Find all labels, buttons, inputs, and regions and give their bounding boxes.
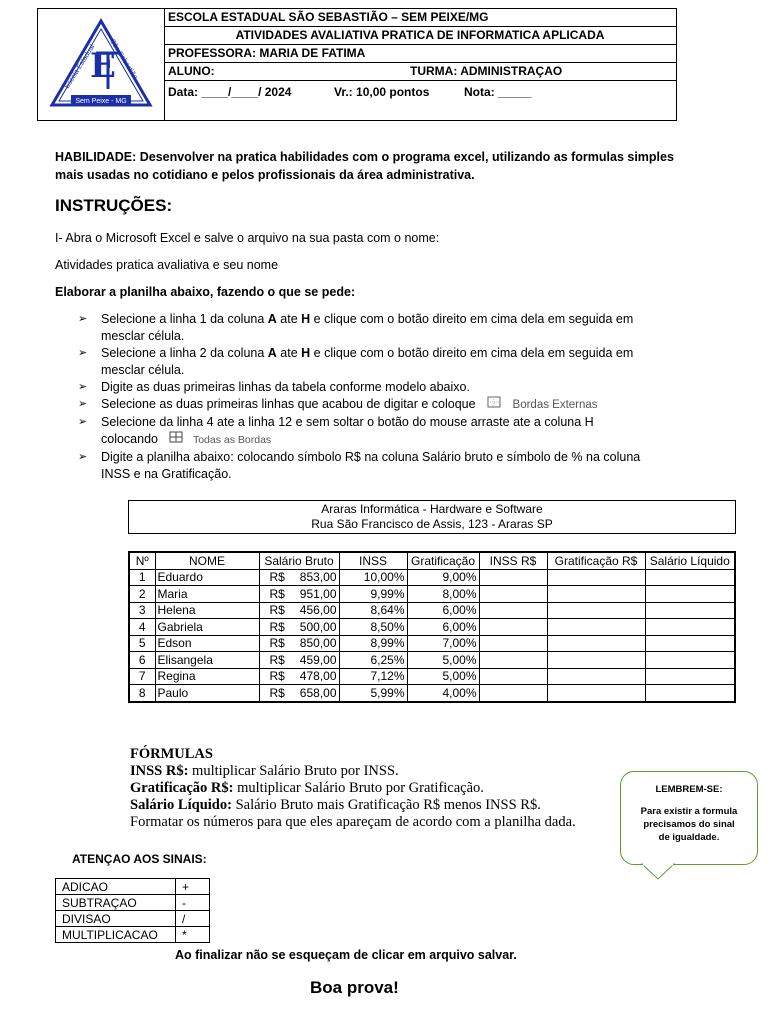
operation-symbol: -	[176, 895, 210, 911]
skill-line-1: HABILIDADE: Desenvolver na pratica habilidades com o programa excel, utilizando as formulas simples	[55, 150, 674, 164]
list-item: ➢ Selecione as duas primeiras linhas que acabou de digitar e coloque Bordas Externas	[78, 396, 678, 414]
list-item: ➢ Digite a planilha abaixo: colocando símbolo R$ na coluna Salário bruto e símbolo de % na coluna INSS e na Gratificação.	[78, 450, 641, 481]
salary-value	[262, 669, 337, 683]
all-borders-label: Todas as Bordas	[192, 434, 272, 446]
table-cell	[645, 602, 735, 619]
value-label: Vr.: 10,00 pontos	[334, 85, 430, 99]
table-cell	[547, 668, 645, 685]
table-cell: Helena	[155, 602, 259, 619]
table-cell: 6	[129, 652, 155, 669]
sign-row	[56, 911, 210, 927]
table-cell	[259, 586, 339, 603]
table-cell: 8,99%	[339, 635, 407, 652]
table-row	[129, 635, 735, 652]
salary-value	[262, 636, 337, 650]
table-cell: Edson	[155, 635, 259, 652]
table-cell	[259, 652, 339, 669]
formulas-title: FÓRMULAS	[130, 746, 213, 762]
table-cell: 10,00%	[339, 569, 407, 586]
operation-name: SUBTRAÇAO	[56, 895, 176, 911]
date-label: Data: ____/____/ 2024	[168, 85, 292, 99]
table-cell: 1	[129, 569, 155, 586]
table-cell: 9,99%	[339, 586, 407, 603]
grade-label: Nota: _____	[464, 85, 532, 99]
column-header: INSS R$	[479, 552, 547, 569]
list-item: ➢ Selecione da linha 4 ate a linha 12 e sem soltar o botão do mouse arraste ate a coluna H colocando Todas as Bordas	[78, 414, 678, 449]
table-cell	[259, 569, 339, 586]
table-cell: 8,50%	[339, 619, 407, 636]
sign-row	[56, 879, 210, 895]
list-item: ➢ Digite as duas primeiras linhas da tabela conforme modelo abaixo.	[78, 380, 470, 394]
sheet-title-box	[128, 500, 736, 534]
formula-net: Salário Líquido: Salário Bruto mais Gratificação R$ menos INSS R$.	[130, 797, 541, 813]
svg-text:São Sebastião: São Sebastião	[108, 38, 139, 81]
table-cell: 4,00%	[407, 685, 479, 702]
header-box	[37, 8, 677, 121]
operation-symbol: *	[176, 927, 210, 943]
salary-amount: 478,00	[299, 669, 337, 684]
table-cell: Regina	[155, 668, 259, 685]
currency-symbol: R$	[269, 685, 285, 700]
table-cell	[547, 652, 645, 669]
currency-symbol: R$	[269, 652, 285, 667]
table-cell: Elisangela	[155, 652, 259, 669]
salary-amount: 459,00	[299, 652, 337, 667]
svg-text:E: E	[90, 46, 116, 86]
school-logo-icon	[38, 9, 164, 120]
table-cell: 5,99%	[339, 685, 407, 702]
reminder-bubble	[620, 771, 758, 865]
formulas-block	[130, 746, 576, 831]
save-reminder: Ao finalizar não se esqueçam de clicar em arquivo salvar.	[175, 948, 517, 962]
table-cell	[547, 635, 645, 652]
school-logo	[38, 9, 165, 120]
currency-symbol: R$	[269, 619, 285, 634]
table-cell	[479, 586, 547, 603]
salary-value	[262, 653, 337, 667]
currency-symbol: R$	[269, 570, 285, 585]
table-cell	[479, 569, 547, 586]
table-row	[129, 652, 735, 669]
salary-amount: 850,00	[299, 636, 337, 651]
date-row	[164, 81, 676, 103]
currency-symbol: R$	[269, 603, 285, 618]
outer-borders-icon	[487, 396, 501, 413]
table-cell	[479, 619, 547, 636]
class-label: TURMA: ADMINISTRAÇAO	[410, 64, 563, 78]
list-item: ➢ Selecione a linha 1 da coluna A ate H e clique com o botão direito em cima dela em seguida em mesclar célula.	[78, 312, 634, 343]
student-row	[164, 63, 676, 81]
table-cell: Eduardo	[155, 569, 259, 586]
salary-amount: 500,00	[299, 619, 337, 634]
table-cell: 3	[129, 602, 155, 619]
column-header: Gratificação R$	[547, 552, 645, 569]
column-header: NOME	[155, 552, 259, 569]
salary-amount: 951,00	[299, 586, 337, 601]
instruction-list	[78, 311, 678, 483]
svg-text:Sem Peixe - MG: Sem Peixe - MG	[75, 98, 127, 105]
table-cell	[645, 619, 735, 636]
table-cell	[547, 586, 645, 603]
table-cell: Paulo	[155, 685, 259, 702]
table-cell: 7,00%	[407, 635, 479, 652]
column-header: Gratificação	[407, 552, 479, 569]
table-cell: 7,12%	[339, 668, 407, 685]
table-cell: Gabriela	[155, 619, 259, 636]
table-cell	[479, 635, 547, 652]
table-row	[129, 586, 735, 603]
arrow-bullet-icon: ➢	[78, 347, 88, 359]
table-cell	[645, 685, 735, 702]
table-row	[129, 619, 735, 636]
column-header: INSS	[339, 552, 407, 569]
step-1: I- Abra o Microsoft Excel e salve o arquivo na sua pasta com o nome:	[55, 231, 440, 245]
signs-title: ATENÇAO AOS SINAIS:	[72, 852, 207, 866]
salary-value	[262, 603, 337, 617]
operation-name: DIVISAO	[56, 911, 176, 927]
student-label: ALUNO:	[168, 64, 215, 78]
table-cell	[479, 668, 547, 685]
table-cell	[479, 602, 547, 619]
table-row	[129, 602, 735, 619]
table-cell	[479, 685, 547, 702]
salary-value	[262, 587, 337, 601]
operation-symbol: /	[176, 911, 210, 927]
formula-bonus: Gratificação R$: multiplicar Salário Bruto por Gratificação.	[130, 780, 484, 796]
salary-amount: 456,00	[299, 603, 337, 618]
table-cell	[259, 668, 339, 685]
column-header: Salário Líquido	[645, 552, 735, 569]
sign-row	[56, 927, 210, 943]
salary-amount: 658,00	[299, 685, 337, 700]
table-cell: 4	[129, 619, 155, 636]
reminder-title: LEMBREM-SE:	[655, 784, 723, 795]
good-luck: Boa prova!	[310, 978, 399, 997]
formula-format: Formatar os números para que eles apareçam de acordo com a planilha dada.	[130, 814, 576, 830]
table-cell: Maria	[155, 586, 259, 603]
salary-value	[262, 620, 337, 634]
table-row	[129, 685, 735, 702]
table-cell	[547, 569, 645, 586]
table-cell: 5	[129, 635, 155, 652]
school-name: ESCOLA ESTADUAL SÃO SEBASTIÃO – SEM PEIXE/MG	[164, 9, 676, 27]
currency-symbol: R$	[269, 636, 285, 651]
table-cell	[547, 619, 645, 636]
table-cell	[645, 569, 735, 586]
arrow-bullet-icon: ➢	[78, 313, 88, 325]
table-cell	[645, 668, 735, 685]
column-header: Salário Bruto	[259, 552, 339, 569]
table-cell: 5,00%	[407, 668, 479, 685]
step-1b: Atividades pratica avaliativa e seu nome	[55, 258, 279, 272]
table-cell: 7	[129, 668, 155, 685]
table-cell	[479, 652, 547, 669]
table-cell: 6,25%	[339, 652, 407, 669]
signs-table	[55, 878, 210, 943]
sheet-title-line-1: Araras Informática - Hardware e Software	[321, 502, 543, 516]
table-cell	[645, 586, 735, 603]
arrow-bullet-icon: ➢	[78, 381, 88, 393]
teacher-name: PROFESSORA: MARIA DE FATIMA	[164, 45, 676, 63]
formula-inss: INSS R$: multiplicar Salário Bruto por INSS.	[130, 763, 399, 779]
reminder-text: Para existir a formula precisamos do sinal de igualdade.	[640, 806, 738, 843]
table-cell: 2	[129, 586, 155, 603]
table-cell: 8,00%	[407, 586, 479, 603]
table-cell	[259, 619, 339, 636]
table-row	[129, 569, 735, 586]
table-cell	[259, 602, 339, 619]
table-cell: 6,00%	[407, 619, 479, 636]
salary-value	[262, 570, 337, 584]
arrow-bullet-icon: ➢	[78, 398, 88, 410]
table-cell	[645, 635, 735, 652]
bubble-tail-icon	[640, 863, 676, 881]
operation-symbol: +	[176, 879, 210, 895]
header-rows	[164, 9, 676, 103]
table-cell: 8	[129, 685, 155, 702]
activity-title: ATIVIDADES AVALIATIVA PRATICA DE INFORMATICA APLICADA	[164, 27, 676, 45]
operation-name: MULTIPLICACAO	[56, 927, 176, 943]
table-cell	[547, 602, 645, 619]
salary-value	[262, 686, 337, 700]
instructions-title: INSTRUÇÕES:	[55, 196, 173, 215]
sheet-title-line-2: Rua São Francisco de Assis, 123 - Araras SP	[311, 517, 553, 531]
arrow-bullet-icon: ➢	[78, 451, 88, 463]
table-cell: 8,64%	[339, 602, 407, 619]
salary-table	[128, 551, 736, 703]
table-cell	[547, 685, 645, 702]
currency-symbol: R$	[269, 586, 285, 601]
arrow-bullet-icon: ➢	[78, 416, 88, 428]
outer-borders-label: Bordas Externas	[512, 399, 598, 411]
skill-line-2: mais usadas no cotidiano e pelos profissionais da área administrativa.	[55, 168, 475, 182]
svg-text:Escola Estadual: Escola Estadual	[63, 43, 97, 91]
elaborate-text: Elaborar a planilha abaixo, fazendo o que se pede:	[55, 285, 356, 299]
table-cell: 5,00%	[407, 652, 479, 669]
list-item: ➢ Selecione a linha 2 da coluna A ate H e clique com o botão direito em cima dela em seguida em mesclar célula.	[78, 346, 634, 377]
sign-row	[56, 895, 210, 911]
table-header-row	[129, 552, 735, 569]
table-cell: 9,00%	[407, 569, 479, 586]
table-cell	[645, 652, 735, 669]
table-cell: 6,00%	[407, 602, 479, 619]
salary-amount: 853,00	[299, 570, 337, 585]
currency-symbol: R$	[269, 669, 285, 684]
table-cell	[259, 635, 339, 652]
operation-name: ADICAO	[56, 879, 176, 895]
table-row	[129, 668, 735, 685]
table-cell	[259, 685, 339, 702]
all-borders-icon	[169, 431, 183, 448]
column-header: Nº	[129, 552, 155, 569]
